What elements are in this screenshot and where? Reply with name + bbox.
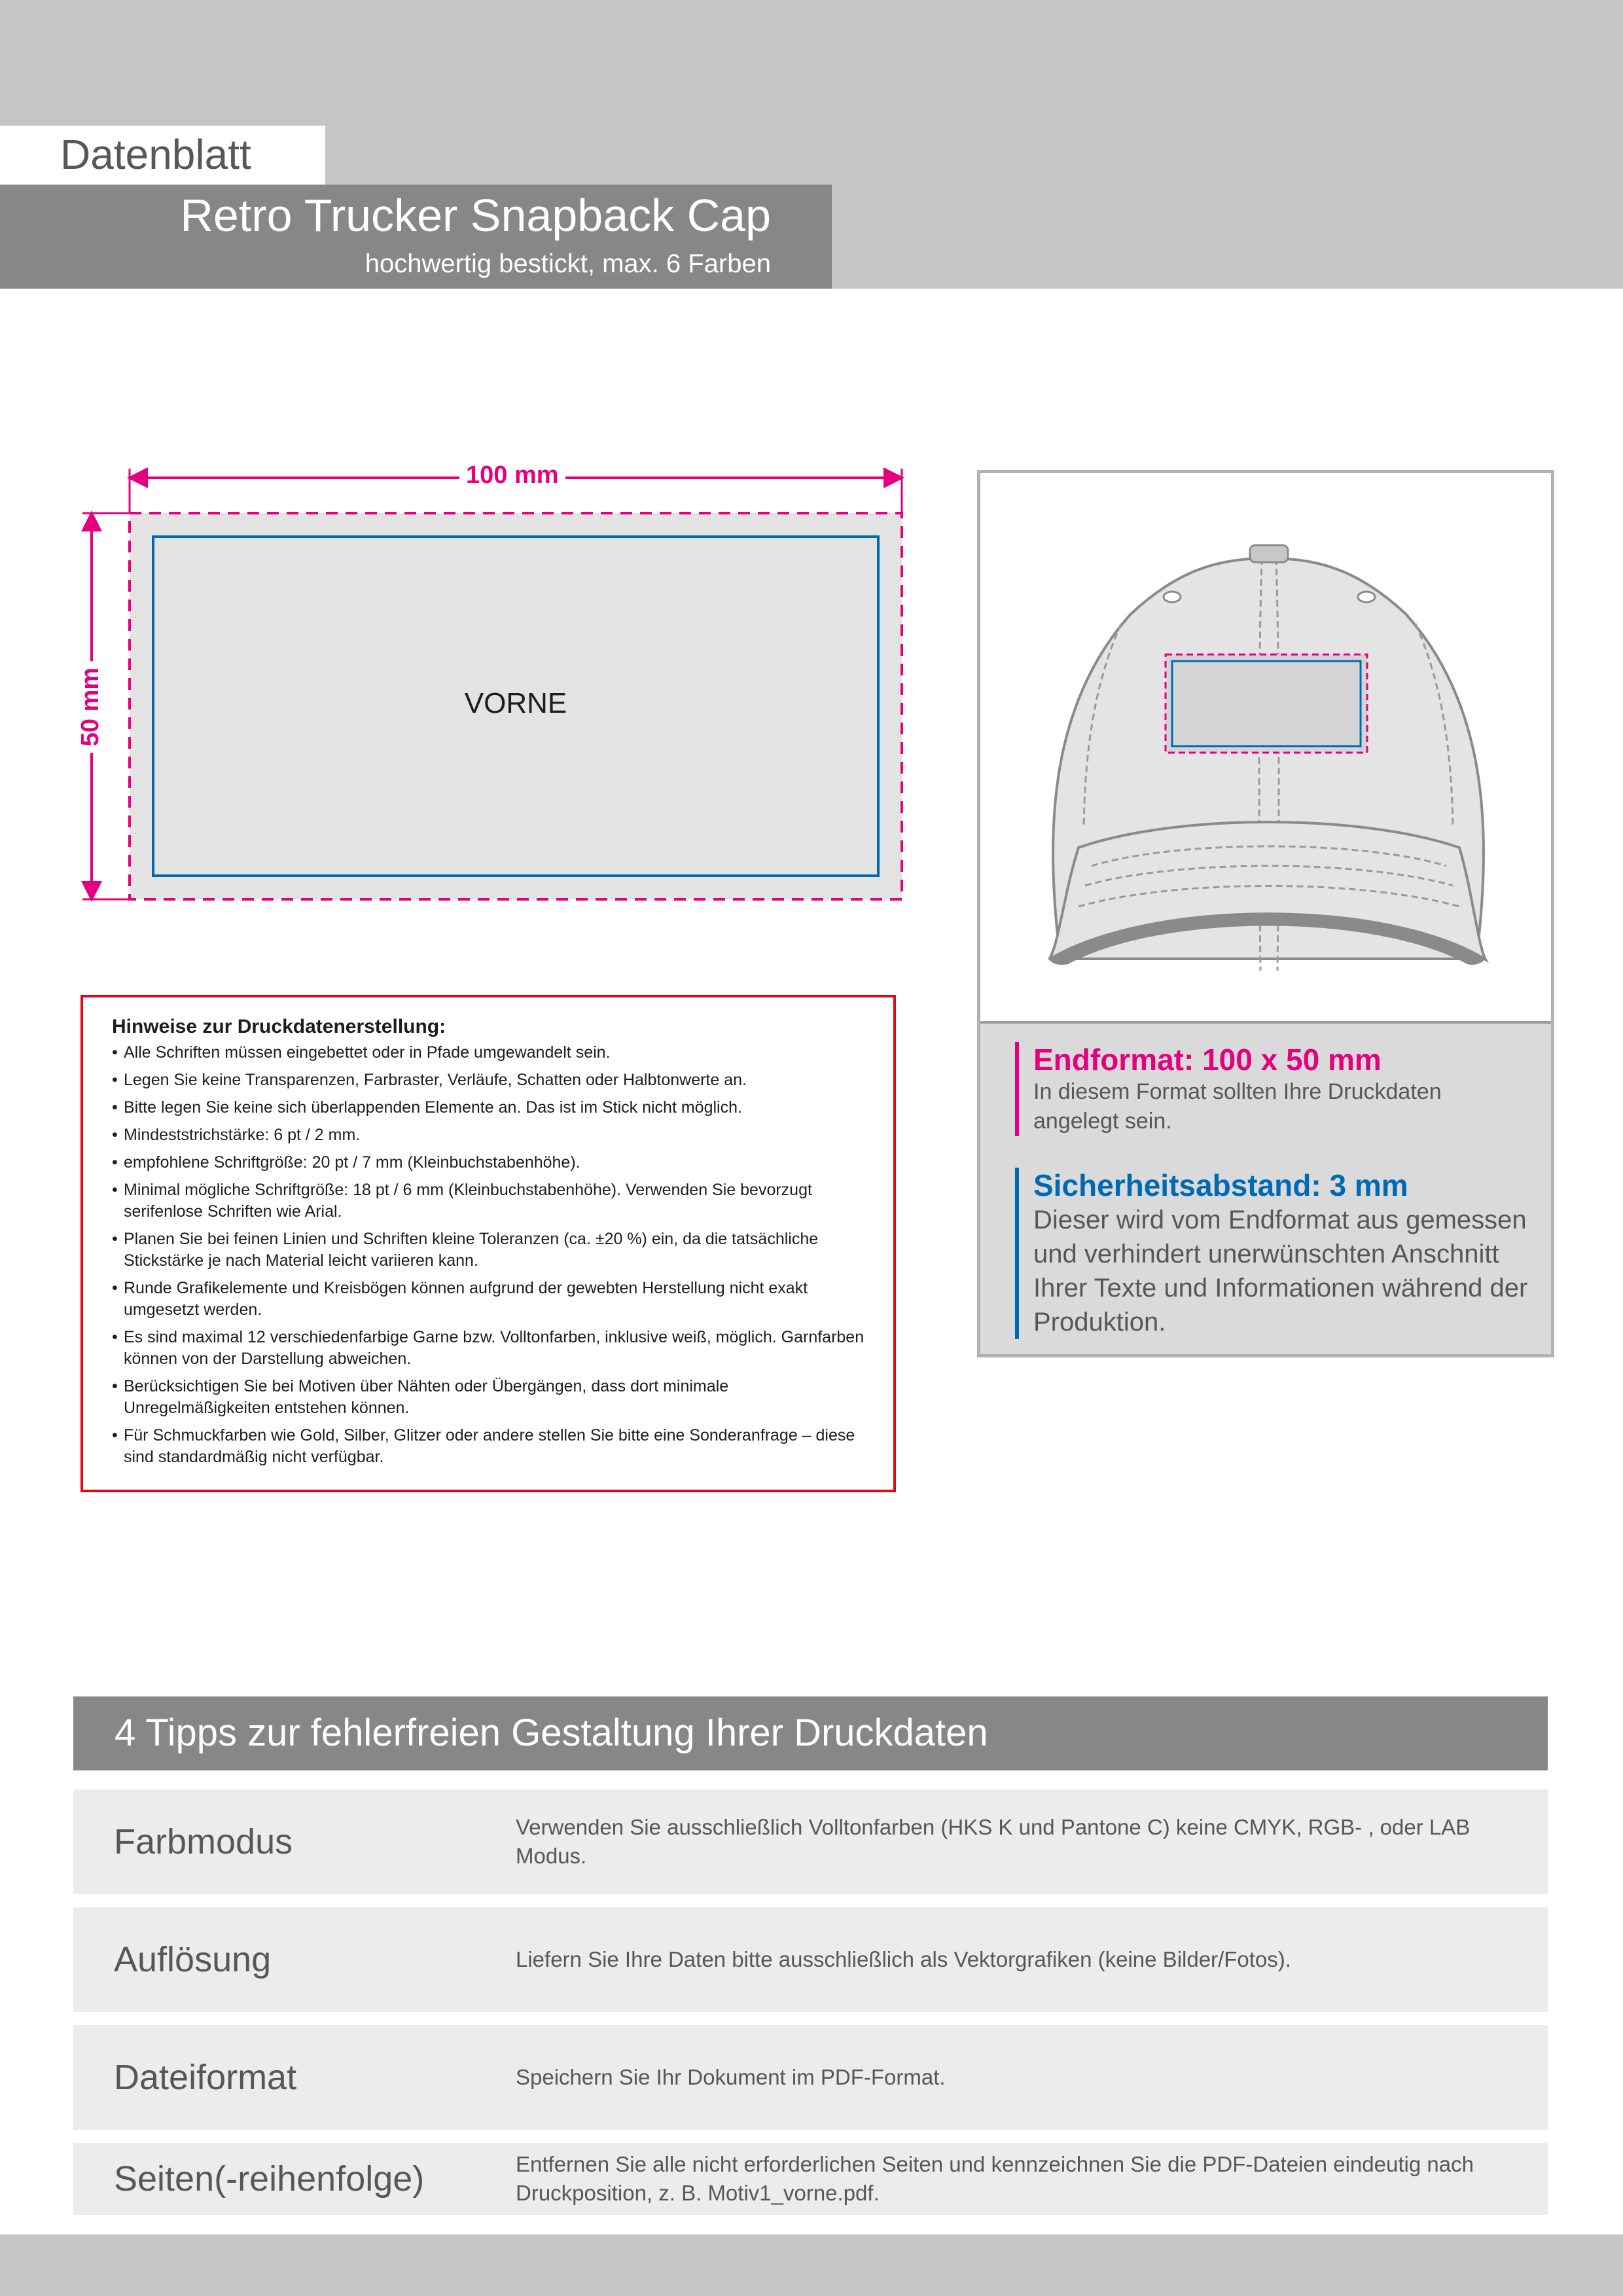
hint-item: • Minimal mögliche Schriftgröße: 18 pt / 6 mm (Kleinbuchstabenhöhe). Verwenden Sie bevorzugt serifenlose Schriften wie Arial.: [112, 1179, 870, 1223]
endformat-block: [1015, 1042, 1531, 1136]
hint-item: • Alle Schriften müssen eingebettet oder in Pfade umgewandelt sein.: [112, 1042, 870, 1064]
height-dimension-label: 50 mm: [76, 661, 105, 753]
tip-label: Seiten(-reihenfolge): [114, 2159, 425, 2198]
format-info: [980, 1021, 1551, 1354]
tip-text: Liefern Sie Ihre Daten bitte ausschließlich als Vektorgrafiken (keine Bilder/Fotos).: [516, 1947, 1291, 1971]
hints-list: [112, 1042, 870, 1468]
hint-item: • empfohlene Schriftgröße: 20 pt / 7 mm (Kleinbuchstabenhöhe).: [112, 1152, 870, 1174]
safety-block: [1015, 1168, 1531, 1339]
safety-description: Dieser wird vom Endformat aus gemessen und verhindert unerwünschten Anschnitt Ihrer Texte und Informationen während der Produktion.: [1033, 1206, 1528, 1336]
tip-row: [73, 1789, 1548, 1894]
tip-label: Auflösung: [114, 1940, 272, 1979]
hint-item: • Runde Grafikelemente und Kreisbögen können aufgrund der gewebten Herstellung nicht exakt umgesetzt werden.: [112, 1278, 870, 1321]
tip-label: Farbmodus: [114, 1822, 293, 1861]
datasheet-label: Datenblatt: [60, 131, 251, 178]
safety-title: Sicherheitsabstand: 3 mm: [1033, 1168, 1408, 1202]
hints-title: Hinweise zur Druckdatenerstellung:: [112, 1016, 446, 1037]
cap-illustration: [980, 473, 1551, 1023]
footer-band: [0, 2234, 1623, 2296]
print-position-label: VORNE: [464, 687, 567, 719]
hint-item: • Bitte legen Sie keine sich überlappenden Elemente an. Das ist im Stick nicht möglich.: [112, 1097, 870, 1119]
tip-label: Dateiformat: [114, 2058, 297, 2097]
endformat-description: In diesem Format sollten Ihre Druckdaten angelegt sein.: [1033, 1079, 1442, 1134]
cap-eyelet-right: [1358, 592, 1375, 602]
width-dimension-label: 100 mm: [459, 461, 565, 490]
tip-text: Speichern Sie Ihr Dokument im PDF-Format.: [516, 2065, 946, 2089]
cap-preview-panel: [977, 470, 1554, 1357]
tips-title: 4 Tipps zur fehlerfreien Gestaltung Ihrer Druckdaten: [115, 1712, 988, 1754]
tip-row: [73, 2143, 1548, 2215]
tip-text: Entfernen Sie alle nicht erforderlichen Seiten und kennzeichnen Sie die PDF-Dateien eindeutig nach Druckposition, z. B. Motiv1_vorne.pdf.: [516, 2152, 1474, 2205]
cap-print-area: [1166, 655, 1367, 753]
hint-item: • Legen Sie keine Transparenzen, Farbraster, Verläufe, Schatten oder Halbtonwerte an.: [112, 1069, 870, 1091]
cap-button: [1250, 545, 1288, 562]
endformat-title: Endformat: 100 x 50 mm: [1033, 1043, 1382, 1077]
hints-box: [80, 995, 896, 1492]
hint-item: • Für Schmuckfarben wie Gold, Silber, Glitzer oder andere stellen Sie bitte eine Sonderanfrage – diese sind standardmäßig nicht verfügbar.: [112, 1425, 870, 1468]
tip-row: [73, 1907, 1548, 2012]
product-title: Retro Trucker Snapback Cap: [180, 190, 771, 241]
hint-item: • Berücksichtigen Sie bei Motiven über Nähten oder Übergängen, dass dort minimale Unregelmäßigkeiten entstehen können.: [112, 1376, 870, 1419]
hint-item: • Es sind maximal 12 verschiedenfarbige Garne bzw. Volltonfarben, inklusive weiß, möglich. Garnfarben können von der Darstellung abweichen.: [112, 1327, 870, 1370]
hint-item: • Planen Sie bei feinen Linien und Schriften kleine Toleranzen (ca. ±20 %) ein, da die tatsächliche Stickstärke je nach Material leicht variieren kann.: [112, 1229, 870, 1272]
product-subtitle: hochwertig bestickt, max. 6 Farben: [365, 249, 771, 278]
cap-eyelet-left: [1164, 592, 1181, 602]
tip-text: Verwenden Sie ausschließlich Volltonfarben (HKS K und Pantone C) keine CMYK, RGB- , oder LAB Modus.: [516, 1815, 1471, 1868]
hint-item: • Mindeststrichstärke: 6 pt / 2 mm.: [112, 1124, 870, 1146]
tip-row: [73, 2025, 1548, 2130]
